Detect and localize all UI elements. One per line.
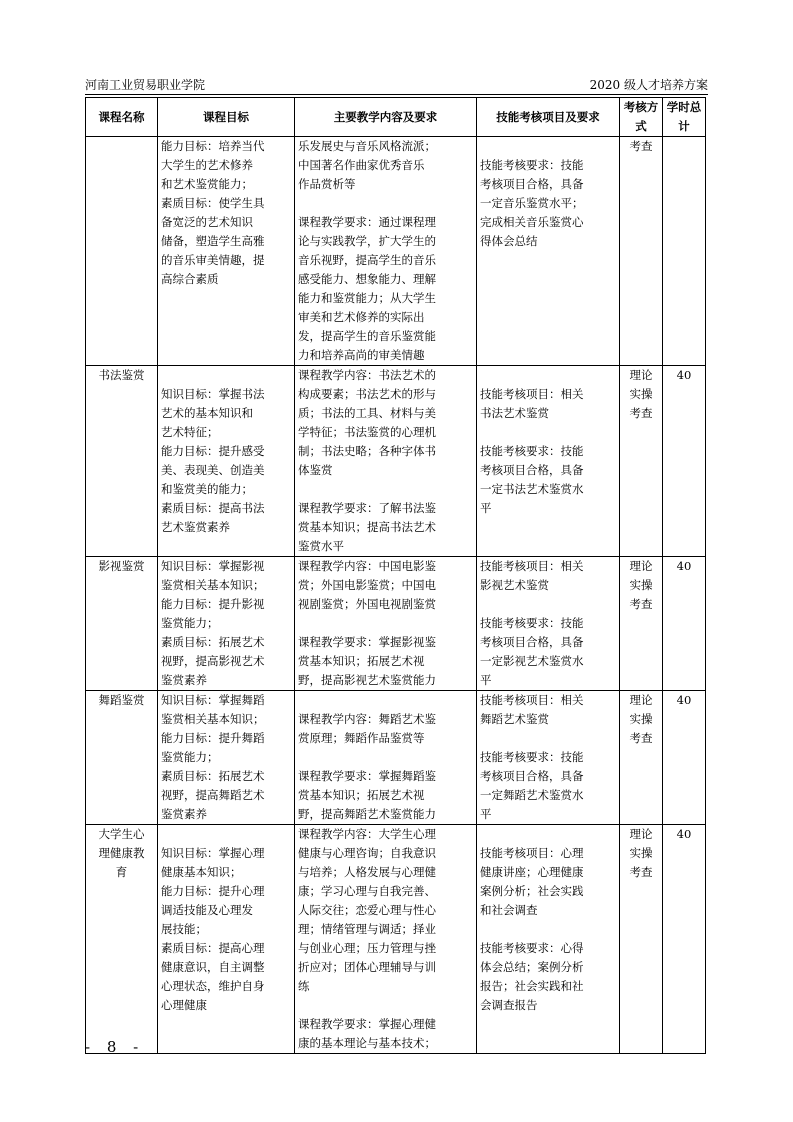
header-document-title: 2020 级人才培养方案	[589, 78, 708, 92]
cell-text-line: 知识目标：掌握舞蹈	[161, 693, 265, 707]
cell-text-line: 课程教学要求：掌握影视鉴	[298, 635, 436, 649]
cell-text-line: 鉴赏素养	[161, 673, 207, 687]
cell-text-line: 技能考核项目：相关	[480, 387, 584, 401]
cell-text-line: 的音乐审美情趣，提	[161, 253, 265, 267]
cell-text-line: 中国著名作曲家优秀音乐	[298, 158, 425, 172]
cell-text-line: 课程教学内容：书法艺术的	[298, 368, 436, 382]
cell-text-line: 素质目标：拓展艺术	[161, 635, 265, 649]
total-hours-cell: 40	[663, 691, 706, 825]
cell-text-line: 舞蹈艺术鉴赏	[480, 712, 549, 726]
cell-text-line: 理健康教	[98, 846, 145, 860]
paragraph-gap	[480, 825, 616, 844]
curriculum-table	[85, 97, 706, 1054]
cell-text-line: 课程教学内容：中国电影鉴	[298, 559, 436, 573]
cell-text-line: 备宽泛的艺术知识	[161, 215, 253, 229]
cell-text-line: 考查	[629, 731, 653, 745]
course-name-cell	[86, 366, 158, 557]
table-row	[86, 137, 706, 366]
cell-text-line: 知识目标：掌握书法	[161, 387, 265, 401]
cell-text-line: 发，提高学生的音乐鉴赏能	[298, 329, 436, 343]
table-row	[86, 366, 706, 557]
cell-text-line: 理论	[629, 368, 653, 382]
assessment-method-cell	[620, 557, 663, 691]
cell-text-line: 视剧鉴赏；外国电视剧鉴赏	[298, 597, 436, 611]
cell-text-line: 艺术鉴赏素养	[161, 520, 230, 534]
course-goals-cell	[158, 691, 295, 825]
cell-text-line: 实操	[629, 578, 653, 592]
course-goals-cell	[158, 557, 295, 691]
cell-text-line: 能力和鉴赏能力；从大学生	[298, 291, 436, 305]
total-hours-cell: 40	[663, 557, 706, 691]
cell-text-line: 赏基本知识；拓展艺术视	[298, 654, 425, 668]
cell-text-line: 影视艺术鉴赏	[480, 578, 549, 592]
cell-text-line: 能力目标：提升影视	[161, 597, 265, 611]
column-header-skills: 技能考核项目及要求	[477, 98, 620, 137]
cell-text-line: 技能考核要求：心得	[480, 941, 584, 955]
cell-text-line: 理；情绪管理与调适；择业	[298, 922, 436, 936]
skills-cell	[477, 366, 620, 557]
cell-text-line: 与培养；人格发展与心理健	[298, 865, 436, 879]
column-header-total-hours: 学时总计	[663, 98, 706, 137]
cell-text-line: 理论	[629, 827, 653, 841]
total-hours-cell: 40	[663, 366, 706, 557]
cell-text-line: 赏基本知识；拓展艺术视	[298, 788, 425, 802]
cell-text-line: 考查	[629, 139, 653, 153]
skills-cell	[477, 825, 620, 1054]
cell-text-line: 书法鉴赏	[98, 368, 145, 382]
page-number: - 8 -	[85, 1038, 145, 1056]
cell-text-line: 理论	[629, 693, 653, 707]
cell-text-line: 考核项目合格，具备	[480, 769, 584, 783]
cell-text-line: 艺术特征；	[161, 425, 219, 439]
cell-text-line: 课程教学要求：了解书法鉴	[298, 501, 436, 515]
course-goals-cell	[158, 825, 295, 1054]
cell-text-line: 审美和艺术修养的实际出	[298, 310, 425, 324]
cell-text-line: 完成相关音乐鉴赏心	[480, 215, 584, 229]
cell-text-line: 考查	[629, 406, 653, 420]
cell-text-line: 美、表现美、创造美	[161, 463, 265, 477]
cell-text-line: 鉴赏素养	[161, 807, 207, 821]
cell-text-line: 课程教学要求：掌握舞蹈鉴	[298, 769, 436, 783]
cell-text-line: 人际交往；恋爱心理与性心	[298, 903, 436, 917]
cell-text-line: 课程教学要求：通过课程理	[298, 215, 436, 229]
course-goals-cell	[158, 366, 295, 557]
cell-text-line: 赏原理；舞蹈作品鉴赏等	[298, 731, 425, 745]
cell-text-line: 一定书法艺术鉴赏水	[480, 482, 584, 496]
cell-text-line: 影视鉴赏	[98, 559, 145, 573]
header-rule	[85, 94, 708, 95]
content-cell	[295, 137, 477, 366]
cell-text-line: 练	[298, 979, 310, 993]
cell-text-line: 报告；社会实践和社	[480, 979, 584, 993]
cell-text-line: 知识目标：掌握心理	[161, 846, 265, 860]
cell-text-line: 视野，提高舞蹈艺术	[161, 788, 265, 802]
cell-text-line: 心理状态，维护自身	[161, 979, 265, 993]
assessment-method-cell	[620, 137, 663, 366]
cell-text-line: 课程教学内容：舞蹈艺术鉴	[298, 712, 436, 726]
cell-text-line: 野，提高舞蹈艺术鉴赏能力	[298, 807, 436, 821]
cell-text-line: 健康讲座；心理健康	[480, 865, 584, 879]
cell-text-line: 鉴赏能力；	[161, 750, 219, 764]
cell-text-line: 学特征；书法鉴赏的心理机	[298, 425, 436, 439]
cell-text-line: 技能考核要求：技能	[480, 158, 584, 172]
content-cell	[295, 691, 477, 825]
cell-text-line: 能力目标：提升感受	[161, 444, 265, 458]
cell-text-line: 一定音乐鉴赏水平；	[480, 196, 584, 210]
assessment-method-cell	[620, 691, 663, 825]
cell-text-line: 折应对；团体心理辅导与训	[298, 960, 436, 974]
course-name-cell	[86, 825, 158, 1054]
cell-text-line: 技能考核项目：相关	[480, 693, 584, 707]
cell-text-line: 野，提高影视艺术鉴赏能力	[298, 673, 436, 687]
table-body	[86, 137, 706, 1054]
paragraph-gap	[298, 194, 473, 213]
cell-text-line: 实操	[629, 387, 653, 401]
cell-text-line: 健康意识，自主调整	[161, 960, 265, 974]
paragraph-gap	[298, 996, 473, 1015]
cell-text-line: 能力目标：提升舞蹈	[161, 731, 265, 745]
cell-text-line: 和艺术鉴赏能力；	[161, 177, 253, 191]
cell-text-line: 作品赏析等	[298, 177, 356, 191]
course-goals-cell	[158, 137, 295, 366]
cell-text-line: 力和培养高尚的审美情趣	[298, 348, 425, 362]
cell-text-line: 素质目标：拓展艺术	[161, 769, 265, 783]
cell-text-line: 制；书法史略；各种字体书	[298, 444, 436, 458]
cell-text-line: 构成要素；书法艺术的形与	[298, 387, 436, 401]
cell-text-line: 和鉴赏美的能力；	[161, 482, 253, 496]
paragraph-gap	[480, 920, 616, 939]
cell-text-line: 音乐视野，提高学生的音乐	[298, 253, 436, 267]
cell-text-line: 能力目标：培养当代	[161, 139, 265, 153]
cell-text-line: 能力目标：提升心理	[161, 884, 265, 898]
cell-text-line: 技能考核要求：技能	[480, 444, 584, 458]
cell-text-line: 调适技能及心理发	[161, 903, 253, 917]
cell-text-line: 技能考核项目：心理	[480, 846, 584, 860]
cell-text-line: 康的基本理论与基本技术；	[298, 1036, 436, 1050]
paragraph-gap	[298, 691, 473, 710]
cell-text-line: 平	[480, 807, 492, 821]
cell-text-line: 一定舞蹈艺术鉴赏水	[480, 788, 584, 802]
cell-text-line: 乐发展史与音乐风格流派；	[298, 139, 436, 153]
paragraph-gap	[480, 137, 616, 156]
cell-text-line: 考核项目合格，具备	[480, 635, 584, 649]
cell-text-line: 康；学习心理与自我完善、	[298, 884, 436, 898]
cell-text-line: 视野，提高影视艺术	[161, 654, 265, 668]
cell-text-line: 案例分析；社会实践	[480, 884, 584, 898]
course-name-cell	[86, 691, 158, 825]
skills-cell	[477, 137, 620, 366]
table-row	[86, 825, 706, 1054]
column-header-content: 主要教学内容及要求	[295, 98, 477, 137]
cell-text-line: 鉴赏水平	[298, 539, 344, 553]
header-institution: 河南工业贸易职业学院	[85, 78, 206, 92]
cell-text-line: 艺术的基本知识和	[161, 406, 253, 420]
cell-text-line: 实操	[629, 712, 653, 726]
cell-text-line: 考查	[629, 597, 653, 611]
cell-text-line: 一定影视艺术鉴赏水	[480, 654, 584, 668]
table-header-row	[86, 98, 706, 137]
cell-text-line: 和社会调查	[480, 903, 538, 917]
cell-text-line: 技能考核要求：技能	[480, 750, 584, 764]
cell-text-line: 心理健康	[161, 998, 207, 1012]
cell-text-line: 感受能力、想象能力、理解	[298, 272, 436, 286]
cell-text-line: 考核项目合格，具备	[480, 463, 584, 477]
cell-text-line: 会调查报告	[480, 998, 538, 1012]
cell-text-line: 论与实践教学，扩大学生的	[298, 234, 436, 248]
course-name-cell	[86, 137, 158, 366]
cell-text-line: 得体会总结	[480, 234, 538, 248]
cell-text-line: 素质目标：提高书法	[161, 501, 265, 515]
cell-text-line: 课程教学要求：掌握心理健	[298, 1017, 436, 1031]
column-header-course-name: 课程名称	[86, 98, 158, 137]
cell-text-line: 技能考核要求：技能	[480, 616, 584, 630]
cell-text-line: 质；书法的工具、材料与美	[298, 406, 436, 420]
cell-text-line: 理论	[629, 559, 653, 573]
cell-text-line: 赏基本知识；提高书法艺术	[298, 520, 436, 534]
cell-text-line: 知识目标：掌握影视	[161, 559, 265, 573]
paragraph-gap	[480, 595, 616, 614]
cell-text-line: 健康与心理咨询；自我意识	[298, 846, 436, 860]
paragraph-gap	[480, 423, 616, 442]
cell-text-line: 与创业心理；压力管理与挫	[298, 941, 436, 955]
cell-text-line: 高综合素质	[161, 272, 219, 286]
cell-text-line: 鉴赏能力；	[161, 616, 219, 630]
cell-text-line: 赏；外国电影鉴赏；中国电	[298, 578, 436, 592]
cell-text-line: 育	[115, 865, 128, 879]
cell-text-line: 书法艺术鉴赏	[480, 406, 549, 420]
content-cell	[295, 366, 477, 557]
cell-text-line: 素质目标：提高心理	[161, 941, 265, 955]
paragraph-gap	[298, 480, 473, 499]
cell-text-line: 舞蹈鉴赏	[98, 693, 145, 707]
cell-text-line: 素质目标：使学生具	[161, 196, 265, 210]
assessment-method-cell	[620, 825, 663, 1054]
cell-text-line: 课程教学内容：大学生心理	[298, 827, 436, 841]
cell-text-line: 平	[480, 501, 492, 515]
paragraph-gap	[298, 614, 473, 633]
cell-text-line: 技能考核项目：相关	[480, 559, 584, 573]
paragraph-gap	[480, 729, 616, 748]
cell-text-line: 鉴赏相关基本知识；	[161, 578, 265, 592]
table-row	[86, 557, 706, 691]
column-header-assessment-method: 考核方式	[620, 98, 663, 137]
cell-text-line: 考核项目合格，具备	[480, 177, 584, 191]
paragraph-gap	[161, 825, 291, 844]
column-header-course-goals: 课程目标	[158, 98, 295, 137]
cell-text-line: 体会总结；案例分析	[480, 960, 584, 974]
course-name-cell	[86, 557, 158, 691]
skills-cell	[477, 691, 620, 825]
total-hours-cell	[663, 137, 706, 366]
cell-text-line: 实操	[629, 846, 653, 860]
paragraph-gap	[161, 366, 291, 385]
cell-text-line: 考查	[629, 865, 653, 879]
cell-text-line: 储备，塑造学生高雅	[161, 234, 265, 248]
cell-text-line: 鉴赏相关基本知识；	[161, 712, 265, 726]
cell-text-line: 展技能；	[161, 922, 207, 936]
cell-text-line: 平	[480, 673, 492, 687]
cell-text-line: 大学生心	[98, 827, 145, 841]
cell-text-line: 体鉴赏	[298, 463, 333, 477]
total-hours-cell: 40	[663, 825, 706, 1054]
table-row	[86, 691, 706, 825]
content-cell	[295, 825, 477, 1054]
paragraph-gap	[298, 748, 473, 767]
cell-text-line: 大学生的艺术修养	[161, 158, 253, 172]
cell-text-line: 健康基本知识；	[161, 865, 242, 879]
content-cell	[295, 557, 477, 691]
paragraph-gap	[480, 366, 616, 385]
skills-cell	[477, 557, 620, 691]
assessment-method-cell	[620, 366, 663, 557]
